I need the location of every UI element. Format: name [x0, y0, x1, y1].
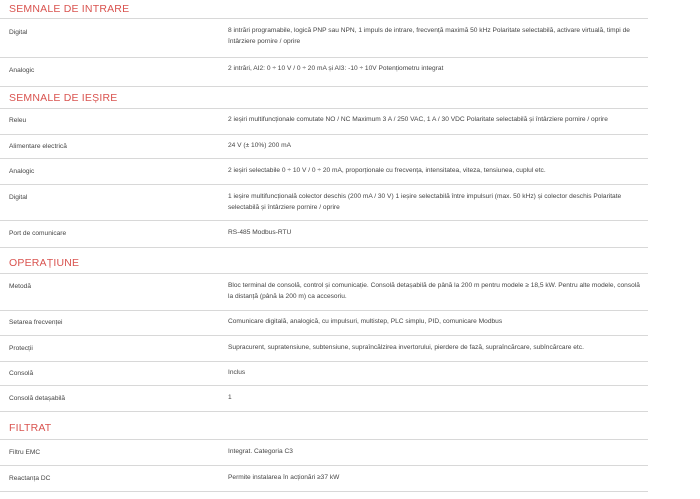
row-label: Consolă detașabilă	[9, 395, 66, 402]
table-row	[0, 58, 648, 87]
row-label: Digital	[9, 29, 28, 36]
row-value: 24 V (± 10%) 200 mA	[228, 142, 291, 149]
table-row	[0, 109, 648, 135]
row-value: Comunicare digitală, analogică, cu impulsuri, multistep, PLC simplu, PID, comunicare Modbus	[228, 318, 503, 325]
row-label: Protecții	[9, 345, 33, 352]
row-label: Digital	[9, 194, 28, 201]
row-value: Permite instalarea în acționări ≥37 kW	[228, 474, 340, 481]
table-row	[0, 221, 648, 248]
table-row	[0, 336, 648, 362]
table-row	[0, 362, 648, 386]
table-row	[0, 159, 648, 185]
row-label: Alimentare electrică	[9, 143, 67, 150]
row-value: Integrat. Categoria C3	[228, 448, 293, 455]
row-value: RS-485 Modbus-RTU	[228, 229, 292, 236]
row-value: 1	[228, 394, 232, 401]
row-value: 2 ieșiri selectabile 0 ÷ 10 V / 0 ÷ 20 mA, proporționale cu frecvența, intensitatea, viteza, tensiunea, cuplul etc.	[228, 167, 546, 174]
row-label: Analogic	[9, 67, 35, 74]
row-value: Inclus	[228, 369, 246, 376]
table-row	[0, 135, 648, 159]
section-title-filtering: FILTRAT	[0, 412, 648, 440]
row-label: Setarea frecvenței	[9, 319, 63, 326]
section-title-operation: OPERAȚIUNE	[0, 248, 648, 274]
row-value: 2 intrări, AI2: 0 ÷ 10 V / 0 ÷ 20 mA și AI3: -10 ÷ 10V Potențiometru integrat	[228, 65, 444, 72]
table-row	[0, 311, 648, 336]
row-label: Metodă	[9, 283, 31, 290]
table-row	[0, 386, 648, 412]
row-value: 8 intrări programabile, logică PNP sau NPN, 1 impuls de intrare, frecvență maximă 50 kHz Polaritate selectabilă, activare virtuală, timpi de întârziere pornire / oprire	[228, 27, 630, 45]
table-row	[0, 466, 648, 492]
row-value: Bloc terminal de consolă, control și comunicație. Consolă detașabilă de până la 200 m pentru modele ≥ 18,5 kW. Pentru alte modele, consolă la distanță (până la 200 m) ca accesoriu.	[228, 282, 640, 300]
table-row	[0, 274, 648, 311]
table-row	[0, 185, 648, 221]
row-label: Analogic	[9, 168, 35, 175]
row-label: Releu	[9, 117, 27, 124]
row-label: Reactanța DC	[9, 475, 51, 482]
row-label: Port de comunicare	[9, 230, 67, 237]
row-label: Filtru EMC	[9, 449, 41, 456]
table-row	[0, 440, 648, 466]
row-value: 2 ieșiri multifuncționale comutate NO / NC Maximum 3 A / 250 VAC, 1 A / 30 VDC Polaritate selectabilă și întârziere pornire / oprire	[228, 116, 608, 123]
table-row	[0, 19, 648, 58]
section-title-input-signals: SEMNALE DE INTRARE	[0, 0, 648, 19]
row-label: Consolă	[9, 370, 34, 377]
row-value: Supracurent, supratensiune, subtensiune, supraîncălzirea invertorului, pierdere de fază, supraîncărcare, subîncărcare etc.	[228, 344, 584, 351]
row-value: 1 ieșire multifuncțională colector deschis (200 mA / 30 V) 1 ieșire selectabilă între impulsuri (max. 50 kHz) și colector deschis Polaritate selectabilă și întârziere pornire / oprire	[228, 193, 622, 211]
section-title-output-signals: SEMNALE DE IEȘIRE	[0, 87, 648, 109]
